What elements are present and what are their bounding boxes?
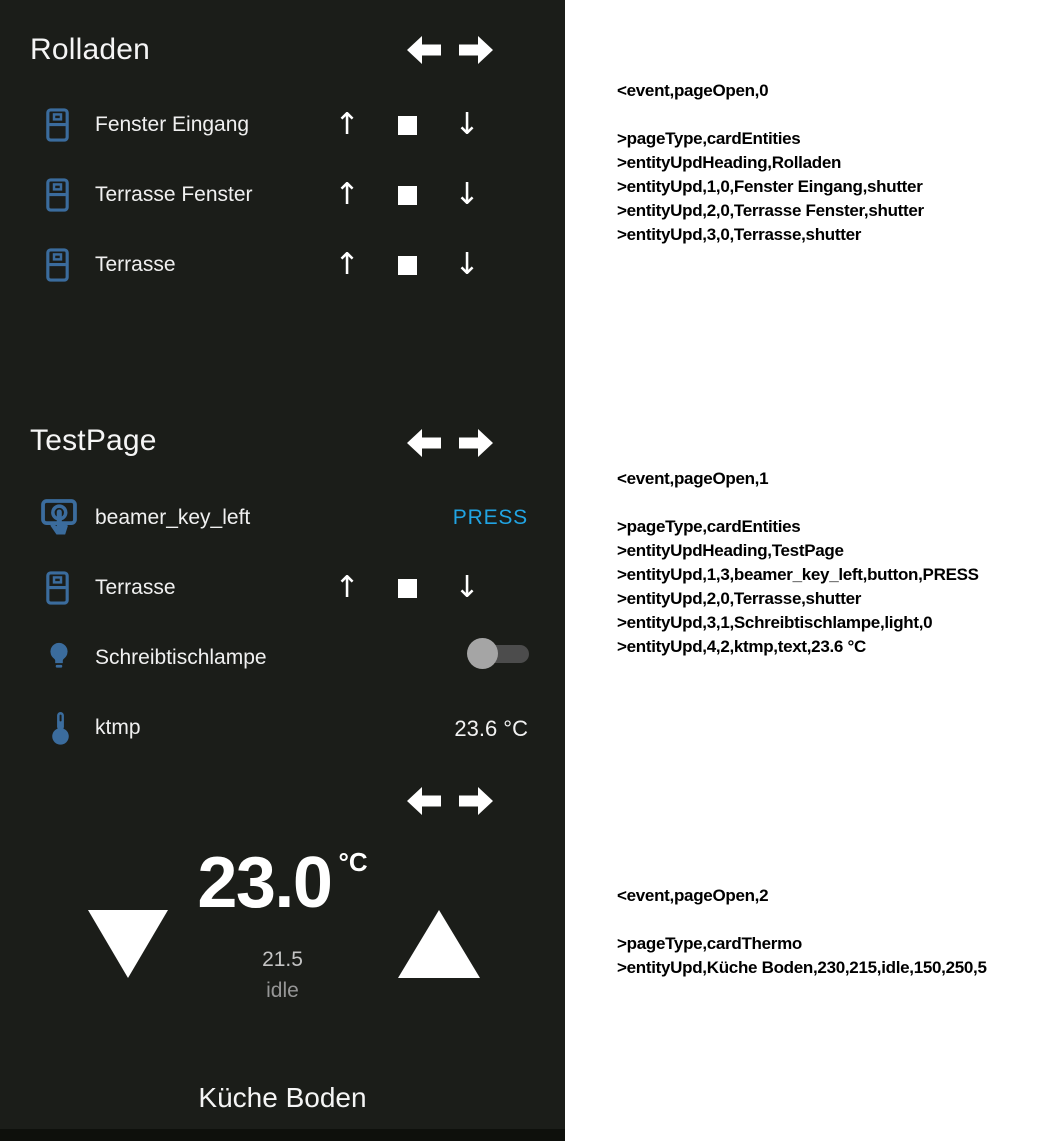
log-line: >entityUpd,2,0,Terrasse,shutter	[617, 589, 862, 608]
stop-square-icon	[398, 116, 417, 135]
entity-label: Fenster Eingang	[95, 113, 250, 136]
window-shutter-icon	[44, 108, 71, 147]
arrow-left-icon	[406, 35, 442, 65]
nav-prev-button[interactable]	[406, 786, 442, 816]
shutter-down-button[interactable]: ↓	[454, 107, 480, 142]
log-event-line: <event,pageOpen,0	[617, 81, 769, 100]
nav-prev-button[interactable]	[406, 428, 442, 458]
log-line: >pageType,cardEntities	[617, 517, 801, 536]
shutter-down-button[interactable]: ↓	[454, 177, 480, 212]
entity-label: Terrasse	[95, 253, 176, 276]
log-line: >entityUpd,1,0,Fenster Eingang,shutter	[617, 177, 923, 196]
shutter-up-button[interactable]: ↑	[334, 177, 360, 212]
shutter-down-button[interactable]: ↓	[454, 247, 480, 282]
entity-label: Schreibtischlampe	[95, 646, 267, 669]
log-gap	[617, 908, 987, 932]
card-testpage-title: TestPage	[30, 424, 157, 457]
log-line: >pageType,cardThermo	[617, 934, 802, 953]
lightbulb-icon	[46, 641, 72, 679]
entity-label: beamer_key_left	[95, 506, 251, 529]
shutter-stop-button[interactable]	[385, 103, 429, 147]
current-temperature-value: 23.0	[197, 843, 332, 923]
screen-bezel	[0, 1129, 565, 1141]
log-gap	[617, 491, 979, 515]
log-gap	[617, 103, 924, 127]
entity-label: Terrasse	[95, 576, 176, 599]
arrow-right-icon	[458, 786, 494, 816]
light-toggle-knob[interactable]	[467, 638, 498, 669]
log-line: >entityUpd,2,0,Terrasse Fenster,shutter	[617, 201, 924, 220]
log-block-page0	[617, 79, 924, 247]
arrow-right-icon	[458, 428, 494, 458]
log-block-page1	[617, 467, 979, 659]
stop-square-icon	[398, 256, 417, 275]
shutter-stop-button[interactable]	[385, 243, 429, 287]
log-line: >entityUpdHeading,Rolladen	[617, 153, 842, 172]
window-shutter-icon	[44, 248, 71, 287]
log-event-line: <event,pageOpen,1	[617, 469, 769, 488]
thermostat-title: Küche Boden	[198, 1082, 367, 1113]
press-button[interactable]: PRESS	[452, 506, 528, 529]
log-event-line: <event,pageOpen,2	[617, 886, 769, 905]
shutter-up-button[interactable]: ↑	[334, 570, 360, 605]
entity-label: Terrasse Fenster	[95, 183, 253, 206]
log-block-page2	[617, 884, 987, 980]
temperature-unit: °C	[338, 847, 368, 877]
shutter-up-button[interactable]: ↑	[334, 107, 360, 142]
card-rolladen-title: Rolladen	[30, 33, 151, 66]
window-shutter-icon	[44, 178, 71, 217]
shutter-down-button[interactable]: ↓	[454, 570, 480, 605]
log-line: >entityUpdHeading,TestPage	[617, 541, 844, 560]
gesture-tap-button-icon	[40, 496, 78, 543]
nav-prev-button[interactable]	[406, 35, 442, 65]
window-shutter-icon	[44, 571, 71, 610]
nav-next-button[interactable]	[458, 35, 494, 65]
arrow-left-icon	[406, 786, 442, 816]
temperature-value: 23.6 °C	[454, 716, 528, 741]
log-line: >pageType,cardEntities	[617, 129, 801, 148]
stop-square-icon	[398, 579, 417, 598]
nav-next-button[interactable]	[458, 786, 494, 816]
shutter-stop-button[interactable]	[385, 173, 429, 217]
current-temperature	[0, 842, 565, 924]
log-line: >entityUpd,Küche Boden,230,215,idle,150,250,5	[617, 958, 987, 977]
stop-square-icon	[398, 186, 417, 205]
log-line: >entityUpd,1,3,beamer_key_left,button,PRESS	[617, 565, 979, 584]
hvac-state: idle	[266, 979, 299, 1002]
log-line: >entityUpd,3,1,Schreibtischlampe,light,0	[617, 613, 933, 632]
entity-label: ktmp	[95, 716, 141, 739]
nav-next-button[interactable]	[458, 428, 494, 458]
arrow-left-icon	[406, 428, 442, 458]
log-line: >entityUpd,3,0,Terrasse,shutter	[617, 225, 862, 244]
thermometer-icon	[50, 710, 71, 752]
log-line: >entityUpd,4,2,ktmp,text,23.6 °C	[617, 637, 866, 656]
arrow-right-icon	[458, 35, 494, 65]
target-temperature: 21.5	[262, 948, 303, 971]
shutter-stop-button[interactable]	[385, 566, 429, 610]
shutter-up-button[interactable]: ↑	[334, 247, 360, 282]
